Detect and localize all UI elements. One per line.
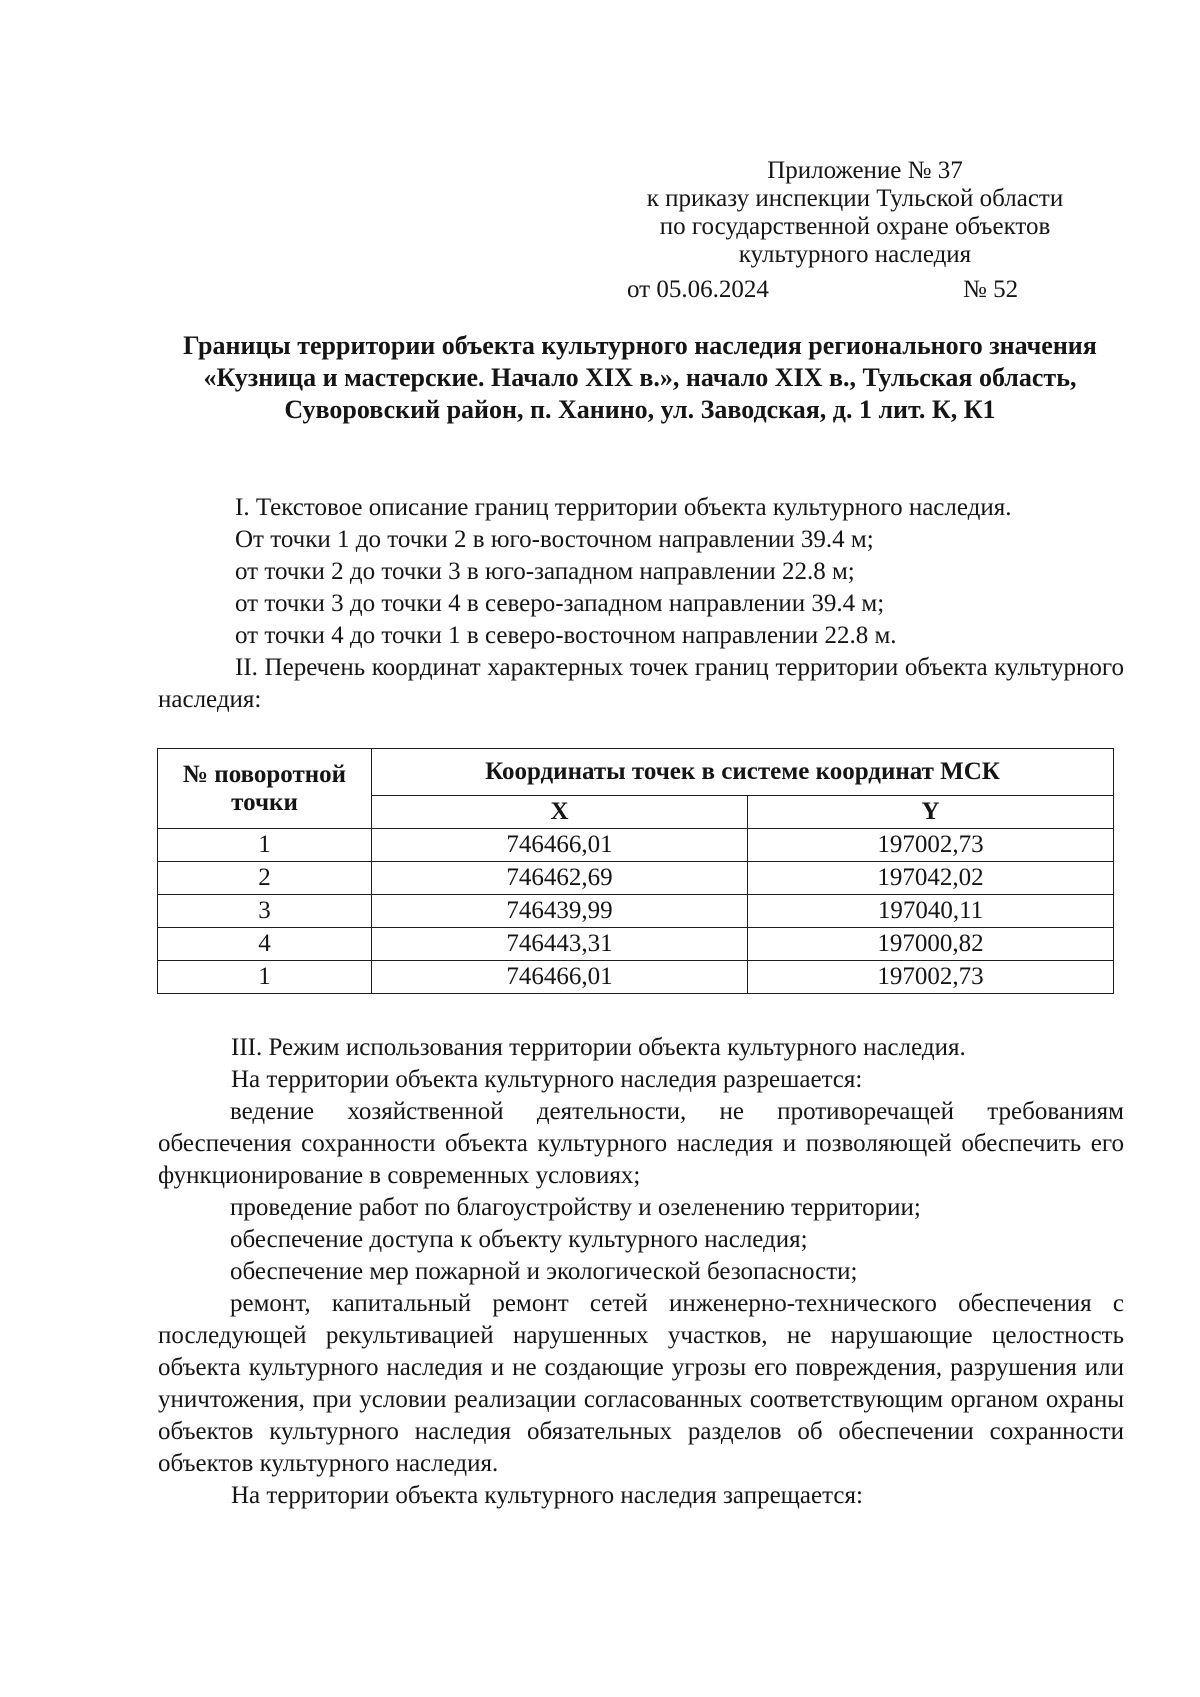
y-cell: 197000,82 bbox=[748, 928, 1114, 961]
allowed-item: проведение работ по благоустройству и озеленению территории; bbox=[230, 1194, 921, 1221]
section-heading: III. Режим использования территории объекта культурного наследия. bbox=[231, 1034, 966, 1061]
table-row bbox=[158, 895, 1114, 928]
table-row bbox=[158, 928, 1114, 961]
y-cell: 197002,73 bbox=[748, 961, 1114, 994]
coordinates-table bbox=[157, 748, 1114, 994]
point-cell: 4 bbox=[158, 928, 372, 961]
point-cell: 1 bbox=[158, 829, 372, 862]
table-row bbox=[158, 829, 1114, 862]
point-cell: 2 bbox=[158, 862, 372, 895]
y-cell: 197040,11 bbox=[748, 895, 1114, 928]
allowed-intro: На территории объекта культурного наследия разрешается: bbox=[231, 1066, 863, 1093]
x-cell: 746462,69 bbox=[372, 862, 748, 895]
section-coordinates-list bbox=[158, 652, 1124, 716]
boundary-segment: от точки 3 до точки 4 в северо-западном направлении 39.4 м; bbox=[235, 590, 885, 617]
point-cell: 1 bbox=[158, 961, 372, 994]
boundary-segment: От точки 1 до точки 2 в юго-восточном направлении 39.4 м; bbox=[235, 526, 874, 553]
x-cell: 746466,01 bbox=[372, 829, 748, 862]
allowed-item: ведение хозяйственной деятельности, не противоречащей требованиям обеспечения сохранности объекта культурного наследия и позволяющей обеспечить его функционирование в современных условиях; bbox=[158, 1098, 1124, 1189]
appendix-line: культурного наследия bbox=[738, 241, 972, 268]
appendix-title: Приложение № 37 bbox=[767, 157, 963, 184]
allowed-item: обеспечение мер пожарной и экологической безопасности; bbox=[230, 1258, 858, 1285]
table-row bbox=[158, 961, 1114, 994]
appendix-line: к приказу инспекции Тульской области bbox=[646, 185, 1064, 212]
forbidden-intro: На территории объекта культурного наследия запрещается: bbox=[231, 1482, 863, 1509]
header-y: Y bbox=[748, 796, 1114, 829]
table-row bbox=[158, 862, 1114, 895]
x-cell: 746439,99 bbox=[372, 895, 748, 928]
section-usage-regime bbox=[158, 1032, 1124, 1512]
y-cell: 197042,02 bbox=[748, 862, 1114, 895]
header-x: X bbox=[372, 796, 748, 829]
x-cell: 746443,31 bbox=[372, 928, 748, 961]
order-number: № 52 bbox=[963, 276, 1019, 303]
order-meta bbox=[605, 276, 1105, 308]
header-point-number: № поворотной точки bbox=[158, 749, 372, 829]
header-coordinates: Координаты точек в системе координат МСК bbox=[372, 749, 1114, 796]
allowed-item: обеспечение доступа к объекту культурного наследия; bbox=[230, 1226, 808, 1253]
appendix-line: по государственной охране объектов bbox=[659, 213, 1051, 240]
y-cell: 197002,73 bbox=[748, 829, 1114, 862]
section-heading: I. Текстовое описание границ территории объекта культурного наследия. bbox=[235, 494, 1012, 521]
boundary-segment: от точки 2 до точки 3 в юго-западном направлении 22.8 м; bbox=[235, 558, 855, 585]
allowed-item: ремонт, капитальный ремонт сетей инженерно-технического обеспечения с последующей рекультивацией нарушенных участков, не нарушающие целостность объекта культурного наследия и не создающие угрозы его повреждения, разрушения или уничтожения, при условии реализации согласованных соответствующим органом охраны объектов культурного наследия обязательных разделов об обеспечении сохранности объектов культурного наследия. bbox=[158, 1290, 1124, 1477]
boundary-segment: от точки 4 до точки 1 в северо-восточном направлении 22.8 м. bbox=[235, 622, 897, 649]
point-cell: 3 bbox=[158, 895, 372, 928]
section-text-description bbox=[158, 492, 1124, 652]
order-date: от 05.06.2024 bbox=[627, 276, 769, 303]
document-title: Границы территории объекта культурного наследия регионального значения «Кузница и мастерские. Начало XIX в.», начало XIX в., Тульская область, Суворовский район, п. Ханино, ул. Заводская, д. 1 лит. К, К1 bbox=[183, 331, 1097, 424]
appendix-header bbox=[605, 157, 1105, 308]
x-cell: 746466,01 bbox=[372, 961, 748, 994]
section-heading: II. Перечень координат характерных точек границ территории объекта культурного наследия: bbox=[158, 654, 1124, 713]
